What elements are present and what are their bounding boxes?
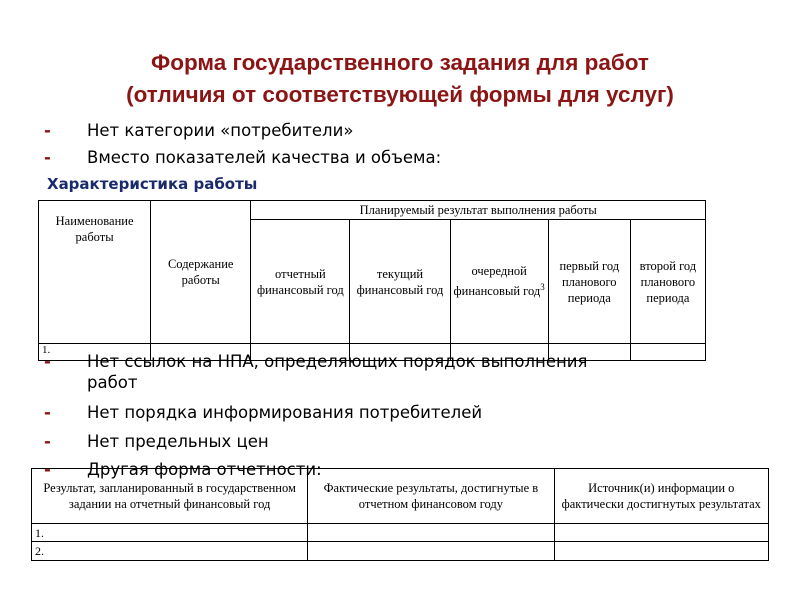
dash-bullet-icon: - — [44, 460, 51, 479]
bullet-text: работ — [87, 373, 138, 392]
bullet-text: Другая форма отчетности: — [87, 460, 322, 479]
table-cell — [308, 542, 554, 561]
section-subheading: Характеристика работы — [47, 175, 258, 193]
bullet-text: Нет порядка информирования потребителей — [87, 403, 483, 422]
header-actual-results: Фактические результаты, достигнутые в отчетном финансовом году — [308, 469, 554, 524]
table-cell — [630, 344, 705, 361]
table-cell — [308, 524, 554, 542]
header-work-content: Содержание работы — [151, 201, 251, 344]
dash-bullet-icon: - — [44, 432, 51, 451]
table-cell — [554, 542, 768, 561]
header-info-sources: Источник(и) информации о фактически достигнутых результатах — [554, 469, 768, 524]
footnote-marker: 3 — [540, 282, 545, 293]
title-line-2: (отличия от соответствующей формы для услуг) — [126, 82, 674, 107]
header-second-plan-year: второй год планового периода — [630, 220, 705, 344]
header-planned-result: Планируемый результат выполнения работы — [251, 201, 706, 220]
work-characteristics-table — [38, 200, 706, 361]
header-current-year: текущий финансовый год — [350, 220, 450, 344]
header-next-year — [450, 220, 548, 344]
dash-bullet-icon: - — [44, 148, 51, 167]
report-table — [31, 468, 769, 561]
header-planned-result: Результат, запланированный в государственном задании на отчетный финансовый год — [32, 469, 308, 524]
dash-bullet-icon: - — [44, 121, 51, 140]
header-next-year-text: очередной финансовый год — [453, 264, 541, 299]
header-first-plan-year: первый год планового периода — [548, 220, 630, 344]
bullet-text: Вместо показателей качества и объема: — [87, 148, 442, 167]
table-row-number: 1. — [39, 344, 151, 361]
table-row-number: 2. — [32, 542, 308, 561]
header-reporting-year: отчетный финансовый год — [251, 220, 350, 344]
bullet-text: Нет предельных цен — [87, 432, 269, 451]
header-work-name: Наименование работы — [39, 201, 151, 344]
bullet-text: Нет ссылок на НПА, определяющих порядок выполнения — [87, 352, 588, 371]
table-row-number: 1. — [32, 524, 308, 542]
dash-bullet-icon: - — [44, 403, 51, 422]
table-cell — [554, 524, 768, 542]
bullet-text: Нет категории «потребители» — [87, 121, 354, 140]
title-line-1: Форма государственного задания для работ — [151, 50, 649, 75]
dash-bullet-icon: - — [44, 352, 51, 371]
